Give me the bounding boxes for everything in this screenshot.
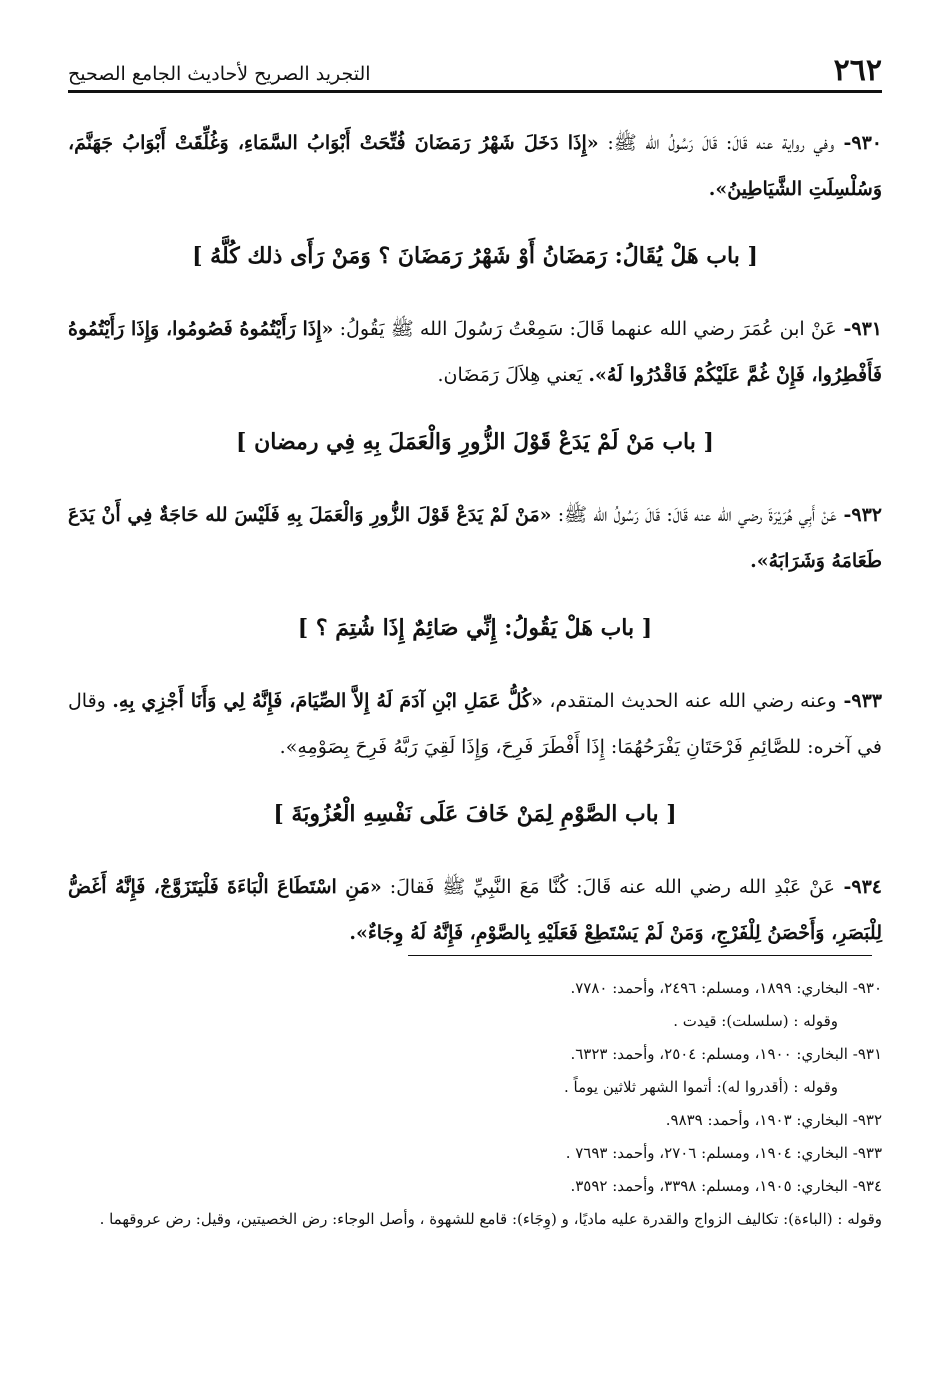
- hadith-isnad: وفي رواية عنه قَالَ: قَالَ رَسُولُ الله ﷺ:: [598, 132, 835, 154]
- footnote-line: وقوله : (الباءة): تكاليف الزواج والقدرة عليه ماديًا، و (وِجَاء): قامع للشهوة ، وأصل الوجاء: رض الخصيتين، وقيل: رض عروقهما .: [99, 1210, 882, 1228]
- hadith-matn: «إِذَا دَخَلَ شَهْرُ رَمَضَانَ فُتِّحَتْ أَبْوَابُ السَّمَاءِ، وَغُلِّقَتْ أَبْوَابُ جَهَنَّمَ، وَسُلْسِلَتِ الشَّيَاطِينُ».: [68, 132, 882, 200]
- hadith-matn: «مَنْ لَمْ يَدَعْ قَوْلَ الزُّورِ وَالْعَمَلَ بِهِ فَلَيْسَ لله حَاجَةٌ فِي أَنْ يَدَعَ طَعَامَهُ وَشَرَابَهُ».: [68, 504, 882, 572]
- hadith-matn: «مَنِ اسْتَطَاعَ الْبَاءَةَ فَلْيَتَزَوَّجْ، فَإِنَّهُ أَغَضُّ لِلْبَصَرِ، وَأَحْصَنُ لِلْفَرْجِ، وَمَنْ لَمْ يَسْتَطِعْ فَعَلَيْهِ بِالصَّوْمِ، فَإِنَّهُ لَهُ وِجَاءٌ».: [68, 876, 882, 944]
- hadith-post: وقال في آخره: للصَّائِمِ فَرْحَتَانِ يَفْرَحُهُمَا: إِذَا أَفْطَرَ فَرِحَ، وَإِذَا لَقِيَ رَبَّهُ فَرِحَ بِصَوْمِهِ».: [68, 690, 882, 758]
- footnote-line: ٩٣٢- البخاري: ١٩٠٣، وأحمد: ٩٨٣٩.: [665, 1111, 882, 1129]
- hadith-isnad: عَنْ ابن عُمَرَ رضي الله عنهما قَالَ: سَمِعْتُ رَسُولَ الله ﷺ يَقُولُ:: [333, 318, 837, 340]
- hadith-paragraph: [68, 492, 882, 584]
- page-header: [68, 52, 882, 88]
- footnote-line: ٩٣٠- البخاري: ١٨٩٩، ومسلم: ٢٤٩٦، وأحمد: ٧٧٨٠.: [570, 979, 882, 997]
- footnotes: [68, 972, 882, 1236]
- hadith-post: يَعني هِلاَلَ رَمَضَان.: [437, 364, 589, 386]
- hadith-isnad: عَنْ عَبْدِ الله رضي الله عنه قَالَ: كُنَّا مَعَ النَّبِيِّ ﷺ فَقالَ:: [381, 876, 835, 898]
- hadith-number: ٩٣٠-: [834, 132, 882, 154]
- footnote-line: وقوله : (سلسلت): قيدت .: [673, 1012, 838, 1030]
- chapter-heading: [ باب الصَّوْمِ لِمَنْ خَافَ عَلَى نَفْسِهِ الْعُزُوبَةَ ]: [273, 801, 677, 827]
- hadith-isnad: وعنه رضي الله عنه الحديث المتقدم،: [542, 690, 837, 712]
- running-title: التجريد الصريح لأحاديث الجامع الصحيح: [68, 63, 371, 85]
- hadith-matn: «كُلُّ عَمَلِ ابْنِ آدَمَ لَهُ إِلاَّ الصِّيَامَ، فَإِنَّهُ لِي وَأَنَا أَجْزِي بِهِ.: [112, 690, 543, 712]
- hadith-isnad: عَنْ أَبِي هُرَيْرَةَ رضي الله عنه قَالَ: قَالَ رَسُولُ الله ﷺ:: [551, 504, 837, 526]
- hadith-paragraph: [68, 120, 882, 212]
- hadith-number: ٩٣٣-: [836, 690, 882, 712]
- chapter-heading: [ باب هَلْ يُقَالُ: رَمَضَانُ أَوْ شَهْرُ رَمَضَانَ ؟ وَمَنْ رَأَى ذلك كُلَّهُ ]: [192, 243, 758, 269]
- footnote-line: ٩٣٤- البخاري: ١٩٠٥، ومسلم: ٣٣٩٨، وأحمد: ٣٥٩٢.: [570, 1177, 882, 1195]
- hadith-number: ٩٣٤-: [834, 876, 882, 898]
- chapter-heading: [ باب هَلْ يَقُولُ: إِنِّي صَائِمٌ إِذَا شُتِمَ ؟ ]: [297, 615, 653, 641]
- chapter-heading: [ باب مَنْ لَمْ يَدَعْ قَوْلَ الزُّورِ وَالْعَمَلَ بِهِ فِي رمضان ]: [236, 429, 714, 455]
- hadith-paragraph: [68, 864, 882, 956]
- main-text: [68, 120, 882, 962]
- hadith-matn: «إِذَا رَأَيْتُمُوهُ فَصُومُوا، وَإِذَا رَأَيْتُمُوهُ فَأَفْطِرُوا، فَإِنْ غُمَّ عَلَيْكُمْ فَاقْدُرُوا لَهُ».: [68, 318, 882, 386]
- footnote-separator: [408, 955, 872, 956]
- footnote-line: ٩٣١- البخاري: ١٩٠٠، ومسلم: ٢٥٠٤، وأحمد: ٦٣٢٣.: [570, 1045, 882, 1063]
- header-rule: [68, 90, 882, 93]
- hadith-number: ٩٣٢-: [836, 504, 882, 526]
- hadith-paragraph: [68, 678, 882, 770]
- hadith-paragraph: [68, 306, 882, 398]
- hadith-number: ٩٣١-: [836, 318, 882, 340]
- page-number: ٢٦٢: [833, 53, 882, 88]
- footnote-line: وقوله : (أقدروا له): أتموا الشهر ثلاثين يوماً .: [564, 1078, 838, 1096]
- footnote-line: ٩٣٣- البخاري: ١٩٠٤، ومسلم: ٢٧٠٦، وأحمد: ٧٦٩٣ .: [565, 1144, 882, 1162]
